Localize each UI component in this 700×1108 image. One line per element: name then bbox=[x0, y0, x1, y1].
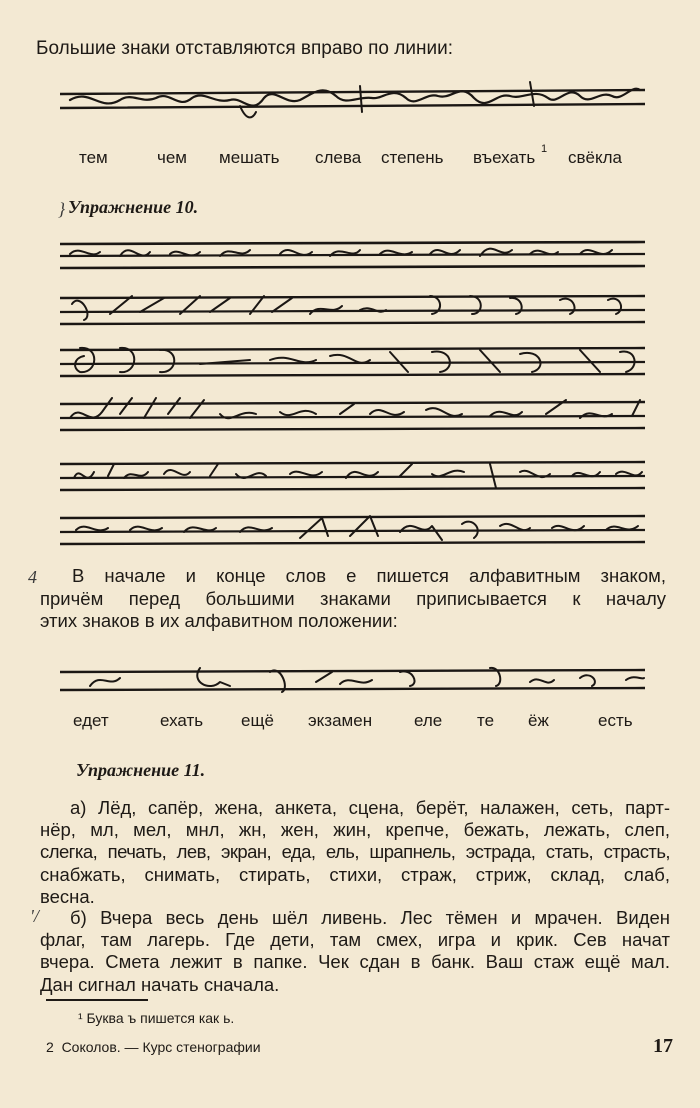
word: мешать bbox=[219, 148, 280, 167]
page-number: 17 bbox=[653, 1035, 673, 1057]
word: въехать bbox=[473, 148, 536, 167]
shorthand-strip-2 bbox=[60, 658, 645, 704]
exercise-11-b-first bbox=[70, 907, 670, 929]
word: есть bbox=[598, 711, 633, 730]
margin-mark: 4 bbox=[28, 567, 37, 587]
word: слева bbox=[315, 148, 362, 167]
shorthand-strip-ex10-3 bbox=[60, 338, 645, 384]
paragraph-line: а) Лёд, сапёр, жена, анкета, сцена, берёт, налажен, сеть, парт- bbox=[70, 797, 670, 818]
shorthand-strip-1 bbox=[60, 76, 645, 122]
shorthand-strip-ex10-2 bbox=[60, 286, 645, 332]
paragraph-line: В начале и конце слов е пишется алфавитным знаком, bbox=[72, 565, 666, 586]
exercise-10-title: Упражнение 10. bbox=[68, 197, 199, 217]
word: ёж bbox=[528, 711, 549, 730]
shorthand-strip-ex10-5 bbox=[60, 452, 645, 498]
word: свёкла bbox=[568, 148, 622, 167]
paragraph-line: нёр, мл, мел, мнл, жн, жен, жин, крепче, бежать, лежать, слеп, bbox=[40, 819, 670, 840]
exercise-11-a bbox=[40, 819, 670, 909]
paragraph-line: причём перед большими знаками приписывается к началу bbox=[40, 588, 666, 609]
paragraph-line: этих знаков в их алфавитном положении: bbox=[40, 610, 398, 632]
word: еле bbox=[414, 711, 443, 730]
word: экзамен bbox=[308, 711, 373, 730]
exercise-11-title: Упражнение 11. bbox=[76, 760, 206, 780]
word: те bbox=[477, 711, 495, 730]
paragraph-line: весна. bbox=[40, 886, 95, 908]
word: тем bbox=[79, 148, 108, 167]
margin-mark: '/ bbox=[30, 906, 39, 926]
shorthand-strip-ex10-4 bbox=[60, 392, 645, 438]
word: едет bbox=[73, 711, 109, 730]
rule-paragraph-cont bbox=[40, 588, 666, 633]
footer-signature: 2 Соколов. — Курс стенографии bbox=[46, 1039, 261, 1055]
word: чем bbox=[157, 148, 187, 167]
word: ехать bbox=[160, 711, 204, 730]
footnote-marker: 1 bbox=[541, 143, 548, 155]
paragraph-line: снабжать, снимать, стирать, стихи, страж, стриж, склад, слаб, bbox=[40, 863, 670, 885]
margin-mark: } bbox=[58, 199, 66, 219]
word: ещё bbox=[241, 711, 274, 730]
footnote-rule bbox=[46, 999, 148, 1001]
paragraph-line: флаг, там лагерь. Где дети, там смех, игра и крик. Сев начат bbox=[40, 929, 670, 950]
paragraph-line: слегка, печать, лев, экран, еда, ель, шрапнель, эстрада, стать, страсть, bbox=[40, 841, 670, 863]
shorthand-strip-ex10-1 bbox=[60, 234, 645, 278]
footnote-text: ¹ Буква ъ пишется как ь. bbox=[78, 1010, 235, 1026]
exercise-11-a-first bbox=[70, 797, 670, 819]
paragraph-line: б) Вчера весь день шёл ливень. Лес тёмен и мрачен. Виден bbox=[70, 907, 670, 928]
exercise-11-b bbox=[40, 929, 670, 996]
words-row-1 bbox=[0, 143, 700, 172]
paragraph-line: Дан сигнал начать сначала. bbox=[40, 973, 280, 995]
shorthand-strip-ex10-6 bbox=[60, 506, 645, 552]
paragraph-line: вчера. Смета лежит в папке. Чек сдан в банк. Ваш стаж ещё мал. bbox=[40, 951, 670, 973]
words-row-2 bbox=[0, 711, 700, 735]
rule-paragraph bbox=[72, 565, 666, 587]
intro-text: Большие знаки отставляются вправо по линии: bbox=[36, 38, 453, 59]
word: степень bbox=[381, 148, 444, 167]
